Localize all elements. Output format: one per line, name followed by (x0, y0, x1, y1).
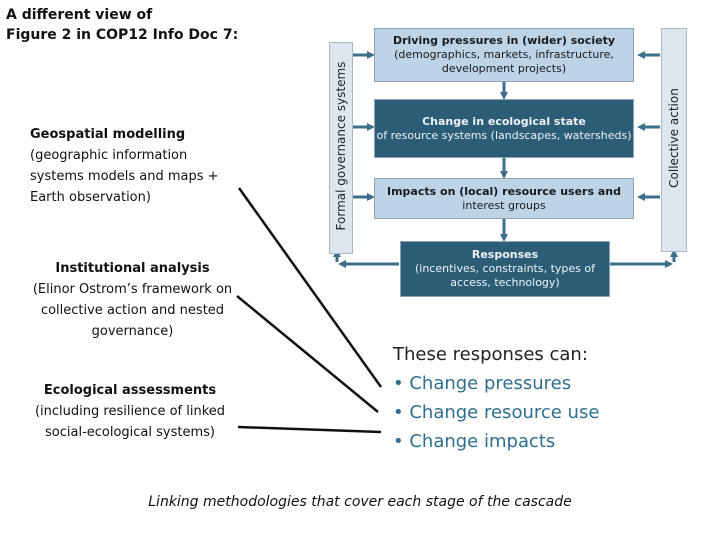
box-title: Driving pressures in (wider) society (392, 34, 616, 47)
response-item-text: Change resource use (409, 402, 600, 423)
formal-governance-bar (329, 42, 353, 254)
box-body: (demographics, markets, infrastructure, development projects) (394, 48, 614, 75)
driving-pressures-box (374, 28, 634, 82)
method-title: Institutional analysis (55, 261, 210, 276)
link-line-ecological (238, 427, 381, 432)
box-title: Change in ecological state (422, 114, 586, 128)
collective-action-bar (661, 28, 687, 252)
title-line-1: A different view of (6, 7, 153, 23)
box-body: interest groups (462, 198, 546, 212)
method-title: Geospatial modelling (30, 127, 186, 142)
response-item-text: Change pressures (409, 373, 572, 394)
box-body: of resource systems (landscapes, watersheds) (376, 128, 632, 142)
response-item-pressures: • Change pressures (393, 373, 572, 394)
method-description: (geographic information systems models and maps + Earth observation) (30, 148, 219, 205)
response-item-text: Change impacts (409, 431, 556, 452)
ecological-state-box (374, 99, 634, 158)
box-title: Impacts on (local) resource users and (387, 184, 621, 198)
title-line-2: Figure 2 in COP12 Info Doc 7: (6, 27, 239, 43)
method-description: (including resilience of linked social-ecological systems) (34, 404, 226, 440)
response-item-impacts: • Change impacts (393, 431, 556, 452)
box-body: (incentives, constraints, types of access, technology) (414, 262, 595, 289)
responses-list (393, 340, 599, 456)
formal-governance-label: Formal governance systems (334, 61, 348, 231)
method-description: (Elinor Ostrom’s framework on collective action and nested governance) (32, 282, 233, 339)
box-title: Responses (471, 248, 539, 261)
method-title: Ecological assessments (43, 383, 217, 398)
response-item-resource-use: • Change resource use (393, 402, 600, 423)
collective-action-label: Collective action (667, 88, 681, 188)
responses-box (400, 241, 610, 297)
footer-caption: Linking methodologies that cover each stage of the cascade (148, 494, 572, 510)
impacts-box (374, 178, 634, 219)
responses-lead: These responses can: (393, 344, 588, 365)
